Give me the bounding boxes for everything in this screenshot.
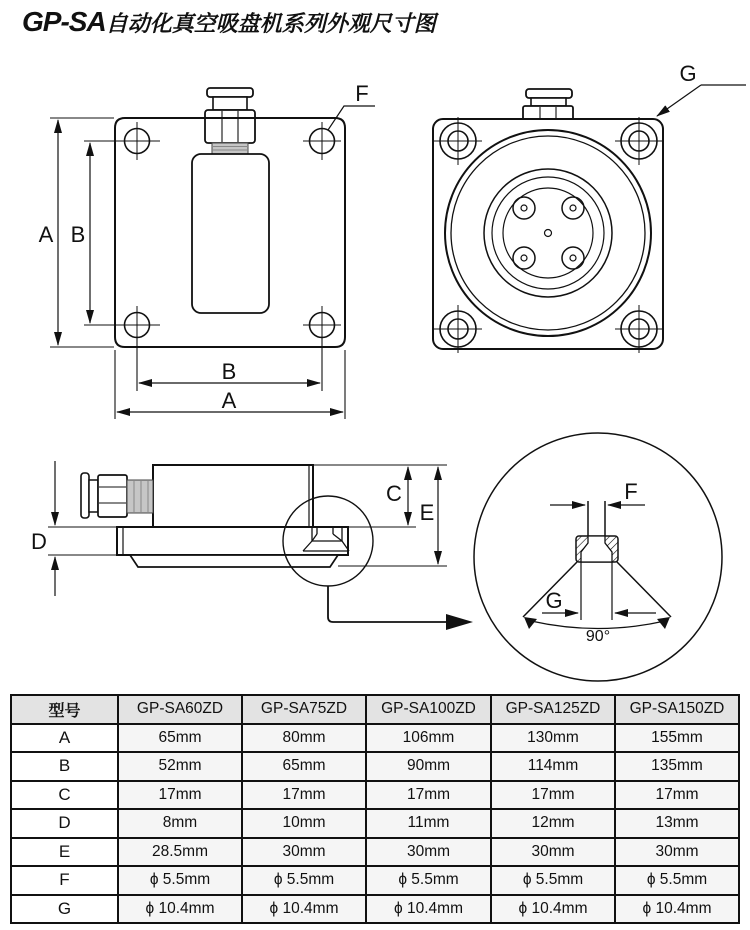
table-cell: 17mm [491,781,615,810]
table-row [11,781,739,810]
table-row [11,752,739,781]
leader-label-G: G [679,61,697,86]
table-cell: 52mm [118,752,242,781]
row-label: G [11,895,118,924]
table-cell: ϕ 5.5mm [491,866,615,895]
angle-label: 90° [585,628,611,645]
column-header: GP-SA75ZD [242,695,366,724]
table-row [11,724,739,753]
table-cell: 30mm [491,838,615,867]
leader-G [657,85,746,116]
table-cell: 90mm [366,752,491,781]
table-cell: 65mm [118,724,242,753]
table-cell: 106mm [366,724,491,753]
label-window [192,154,269,313]
table-cell: 135mm [615,752,739,781]
table-row [11,809,739,838]
front-view [39,81,375,419]
table-header-row [11,695,739,724]
table-cell: ϕ 10.4mm [242,895,366,924]
table-cell: 17mm [615,781,739,810]
table-cell: 17mm [366,781,491,810]
table-cell: ϕ 5.5mm [242,866,366,895]
table-cell: 10mm [242,809,366,838]
dim-label-A-left: A [38,222,54,247]
dim-label-E: E [419,500,435,525]
table-cell: 65mm [242,752,366,781]
row-label: C [11,781,118,810]
table-cell: 114mm [491,752,615,781]
dim-label-A-bottom: A [221,388,237,413]
detail-leader-arrow [446,614,473,630]
row-label: E [11,838,118,867]
table-row [11,895,739,924]
table-cell: ϕ 5.5mm [615,866,739,895]
title-text: 自动化真空吸盘机系列外观尺寸图 [105,11,436,36]
table-cell: 28.5mm [118,838,242,867]
table-cell: 30mm [242,838,366,867]
table-cell: ϕ 5.5mm [118,866,242,895]
leader-label-F: F [355,81,369,106]
column-header-model: 型号 [11,695,118,724]
table-cell: ϕ 10.4mm [615,895,739,924]
column-header: GP-SA125ZD [491,695,615,724]
table-cell: 13mm [615,809,739,838]
table-cell: 130mm [491,724,615,753]
dim-label-B-bottom: B [221,359,237,384]
row-label: D [11,809,118,838]
detail-view [474,433,722,681]
table-cell: 12mm [491,809,615,838]
table-cell: 17mm [242,781,366,810]
column-header: GP-SA150ZD [615,695,739,724]
bottom-view [433,61,746,353]
push-fitting-top-icon [523,89,573,122]
table-cell: ϕ 10.4mm [118,895,242,924]
dim-label-G-detail: G [545,588,563,613]
table-cell: 8mm [118,809,242,838]
suction-lip [130,555,338,567]
dim-label-C: C [386,481,402,506]
table-row [11,866,739,895]
table-cell: 30mm [615,838,739,867]
spec-table [10,694,740,924]
side-view [31,461,473,630]
dim-label-B-left: B [70,222,86,247]
push-fitting-top-icon [205,88,255,154]
table-row [11,838,739,867]
table-cell: ϕ 10.4mm [366,895,491,924]
dim-label-D: D [31,529,47,554]
row-label: A [11,724,118,753]
table-cell: 30mm [366,838,491,867]
table-cell: ϕ 10.4mm [491,895,615,924]
dim-label-F-detail: F [624,479,638,504]
row-label: B [11,752,118,781]
column-header: GP-SA100ZD [366,695,491,724]
table-cell: 11mm [366,809,491,838]
detail-leader [328,586,447,622]
push-fitting-side-icon [81,473,153,518]
table-cell: ϕ 5.5mm [366,866,491,895]
column-header: GP-SA60ZD [118,695,242,724]
table-cell: 17mm [118,781,242,810]
row-label: F [11,866,118,895]
table-cell: 155mm [615,724,739,753]
table-cell: 80mm [242,724,366,753]
series-name: GP-SA [22,6,106,37]
